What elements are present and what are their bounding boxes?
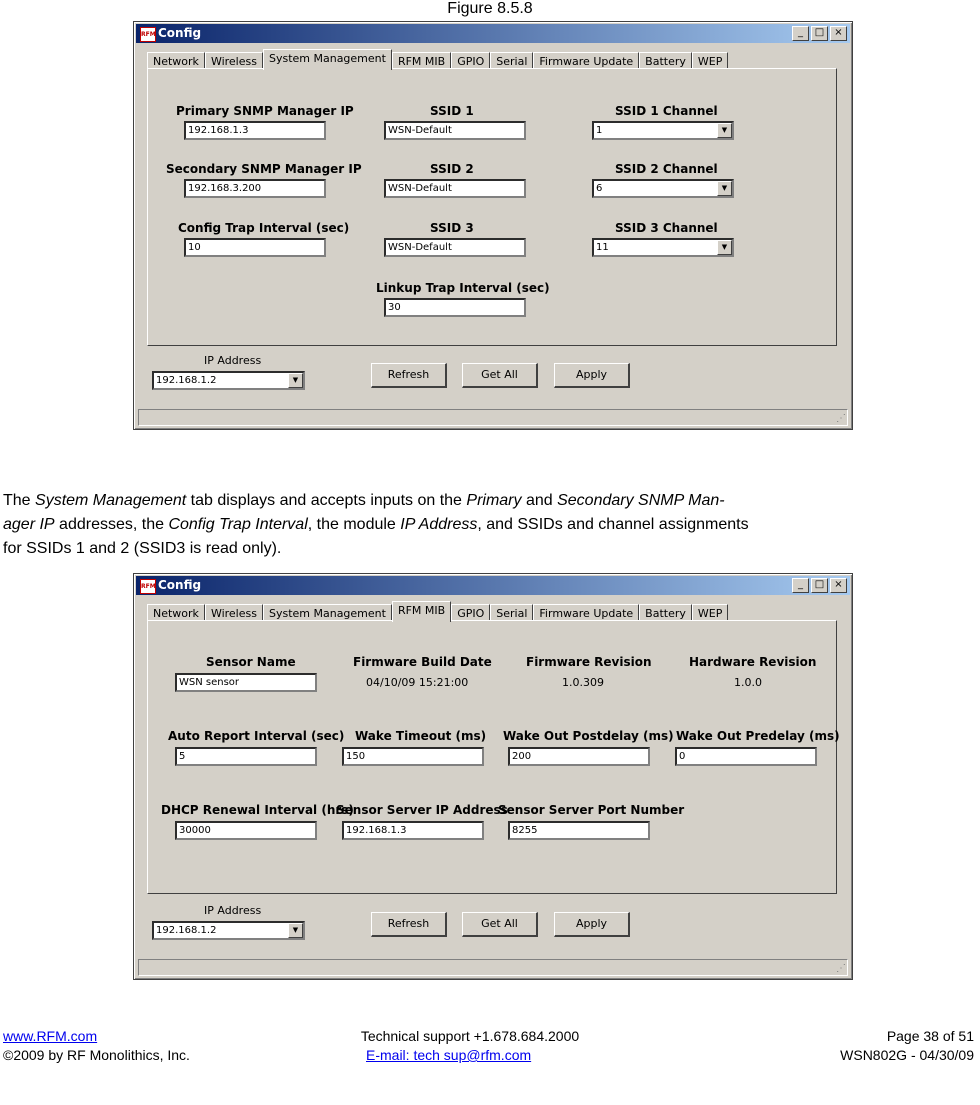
document-id: WSN802G - 04/30/09 xyxy=(840,1047,974,1063)
get-all-button[interactable]: Get All xyxy=(462,363,538,388)
linkup-trap-label: Linkup Trap Interval (sec) xyxy=(376,281,550,295)
apply-button[interactable]: Apply xyxy=(554,363,630,388)
ssid3-input[interactable]: WSN-Default xyxy=(384,238,526,257)
firmware-revision-value: 1.0.309 xyxy=(562,676,604,689)
text: and xyxy=(521,492,558,509)
support-email-link[interactable]: E-mail: tech sup@rfm.com xyxy=(366,1047,532,1063)
ssid3-channel-label: SSID 3 Channel xyxy=(615,221,718,235)
tab-gpio[interactable]: GPIO xyxy=(451,604,490,622)
firmware-build-date-value: 04/10/09 15:21:00 xyxy=(366,676,469,689)
dhcp-renewal-interval-label: DHCP Renewal Interval (hrs) xyxy=(161,803,354,817)
tab-system-management[interactable]: System Management xyxy=(263,49,392,70)
ssid2-channel-value: 6 xyxy=(596,183,603,194)
ssid3-channel-value: 11 xyxy=(596,242,609,253)
text: addresses, the xyxy=(54,516,169,533)
firmware-revision-label: Firmware Revision xyxy=(526,655,652,669)
sensor-name-input[interactable]: WSN sensor xyxy=(175,673,317,692)
tab-strip xyxy=(147,49,728,69)
ip-address-value: 192.168.1.2 xyxy=(156,375,217,386)
ssid3-label: SSID 3 xyxy=(430,221,474,235)
primary-snmp-input[interactable]: 192.168.1.3 xyxy=(184,121,326,140)
linkup-trap-input[interactable]: 30 xyxy=(384,298,526,317)
tab-firmware-update[interactable]: Firmware Update xyxy=(533,604,639,622)
close-button[interactable]: × xyxy=(830,578,847,593)
ssid1-label: SSID 1 xyxy=(430,104,474,118)
window-title: Config xyxy=(158,578,202,592)
close-button[interactable]: × xyxy=(830,26,847,41)
tab-serial[interactable]: Serial xyxy=(490,52,533,70)
sensor-server-ip-label: Sensor Server IP Address xyxy=(336,803,508,817)
tab-network[interactable]: Network xyxy=(147,604,205,622)
auto-report-interval-input[interactable]: 5 xyxy=(175,747,317,766)
ssid1-channel-select[interactable] xyxy=(592,121,734,140)
config-window-system-management xyxy=(133,21,853,430)
maximize-button[interactable]: □ xyxy=(811,26,828,41)
text-italic: Primary xyxy=(466,492,522,509)
ssid2-input[interactable]: WSN-Default xyxy=(384,179,526,198)
rfm-app-icon: RFM xyxy=(140,579,156,594)
wake-timeout-input[interactable]: 150 xyxy=(342,747,484,766)
window-title: Config xyxy=(158,26,202,40)
ssid1-channel-label: SSID 1 Channel xyxy=(615,104,718,118)
status-bar xyxy=(138,409,848,426)
primary-snmp-label: Primary SNMP Manager IP xyxy=(176,104,354,118)
support-phone: Technical support +1.678.684.2000 xyxy=(360,1028,580,1044)
ssid2-label: SSID 2 xyxy=(430,162,474,176)
text-italic: System Management xyxy=(35,492,187,509)
maximize-button[interactable]: □ xyxy=(811,578,828,593)
copyright: ©2009 by RF Monolithics, Inc. xyxy=(3,1047,190,1063)
refresh-button[interactable]: Refresh xyxy=(371,363,447,388)
tab-wireless[interactable]: Wireless xyxy=(205,52,263,70)
tab-rfm-mib[interactable]: RFM MIB xyxy=(392,52,451,70)
sensor-server-ip-input[interactable]: 192.168.1.3 xyxy=(342,821,484,840)
sensor-server-port-input[interactable]: 8255 xyxy=(508,821,650,840)
tab-battery[interactable]: Battery xyxy=(639,52,692,70)
tab-wep[interactable]: WEP xyxy=(692,52,728,70)
rfm-app-icon: RFM xyxy=(140,27,156,42)
tab-gpio[interactable]: GPIO xyxy=(451,52,490,70)
chevron-down-icon[interactable]: ▼ xyxy=(717,123,732,138)
chevron-down-icon[interactable]: ▼ xyxy=(717,181,732,196)
wake-timeout-label: Wake Timeout (ms) xyxy=(355,729,487,743)
text-italic: IP Address xyxy=(400,516,478,533)
minimize-button[interactable]: _ xyxy=(792,26,809,41)
sensor-name-label: Sensor Name xyxy=(206,655,296,669)
text: , and SSIDs and channel assignments xyxy=(477,516,749,533)
apply-button[interactable]: Apply xyxy=(554,912,630,937)
tab-panel xyxy=(147,68,837,346)
wake-out-predelay-input[interactable]: 0 xyxy=(675,747,817,766)
tab-firmware-update[interactable]: Firmware Update xyxy=(533,52,639,70)
tab-system-management[interactable]: System Management xyxy=(263,604,392,622)
title-bar[interactable] xyxy=(136,24,850,43)
config-window-rfm-mib xyxy=(133,573,853,980)
figure-caption: Figure 8.5.8 xyxy=(447,0,533,17)
resize-grip-icon[interactable]: ⋰ xyxy=(836,413,846,424)
get-all-button[interactable]: Get All xyxy=(462,912,538,937)
wake-out-predelay-label: Wake Out Predelay (ms) xyxy=(676,729,840,743)
text: , the module xyxy=(307,516,401,533)
text-italic: ager IP xyxy=(3,516,55,533)
tab-wep[interactable]: WEP xyxy=(692,604,728,622)
secondary-snmp-label: Secondary SNMP Manager IP xyxy=(166,162,362,176)
text-italic: Config Trap Interval xyxy=(168,516,308,533)
ssid2-channel-label: SSID 2 Channel xyxy=(615,162,718,176)
tab-strip xyxy=(147,601,728,621)
ip-address-value: 192.168.1.2 xyxy=(156,925,217,936)
ip-address-select[interactable] xyxy=(152,921,305,940)
chevron-down-icon[interactable]: ▼ xyxy=(288,373,303,388)
auto-report-interval-label: Auto Report Interval (sec) xyxy=(168,729,345,743)
ssid1-input[interactable]: WSN-Default xyxy=(384,121,526,140)
ssid3-channel-select[interactable] xyxy=(592,238,734,257)
ssid2-channel-select[interactable] xyxy=(592,179,734,198)
tab-serial[interactable]: Serial xyxy=(490,604,533,622)
dhcp-renewal-interval-input[interactable]: 30000 xyxy=(175,821,317,840)
status-bar xyxy=(138,959,848,976)
wake-out-postdelay-label: Wake Out Postdelay (ms) xyxy=(503,729,674,743)
config-trap-input[interactable]: 10 xyxy=(184,238,326,257)
ssid1-channel-value: 1 xyxy=(596,125,603,136)
title-bar[interactable] xyxy=(136,576,850,595)
page-number: Page 38 of 51 xyxy=(886,1028,974,1044)
sensor-server-port-label: Sensor Server Port Number xyxy=(498,803,685,817)
text: for SSIDs 1 and 2 (SSID3 is read only). xyxy=(3,540,282,557)
ip-address-label: IP Address xyxy=(204,354,262,367)
refresh-button[interactable]: Refresh xyxy=(371,912,447,937)
description-paragraph xyxy=(3,489,977,561)
chevron-down-icon[interactable]: ▼ xyxy=(717,240,732,255)
ip-address-label: IP Address xyxy=(204,904,262,917)
config-trap-label: Config Trap Interval (sec) xyxy=(178,221,350,235)
tab-wireless[interactable]: Wireless xyxy=(205,604,263,622)
minimize-button[interactable]: _ xyxy=(792,578,809,593)
secondary-snmp-input[interactable]: 192.168.3.200 xyxy=(184,179,326,198)
tab-rfm-mib[interactable]: RFM MIB xyxy=(392,601,451,622)
website-link[interactable]: www.RFM.com xyxy=(3,1028,98,1044)
text: tab displays and accepts inputs on the xyxy=(186,492,467,509)
tab-battery[interactable]: Battery xyxy=(639,604,692,622)
resize-grip-icon[interactable]: ⋰ xyxy=(836,963,846,974)
tab-network[interactable]: Network xyxy=(147,52,205,70)
hardware-revision-value: 1.0.0 xyxy=(734,676,762,689)
tab-panel xyxy=(147,620,840,894)
wake-out-postdelay-input[interactable]: 200 xyxy=(508,747,650,766)
firmware-build-date-label: Firmware Build Date xyxy=(353,655,492,669)
hardware-revision-label: Hardware Revision xyxy=(689,655,817,669)
text: The xyxy=(3,492,36,509)
text-italic: Secondary SNMP Man- xyxy=(557,492,725,509)
ip-address-select[interactable] xyxy=(152,371,305,390)
chevron-down-icon[interactable]: ▼ xyxy=(288,923,303,938)
